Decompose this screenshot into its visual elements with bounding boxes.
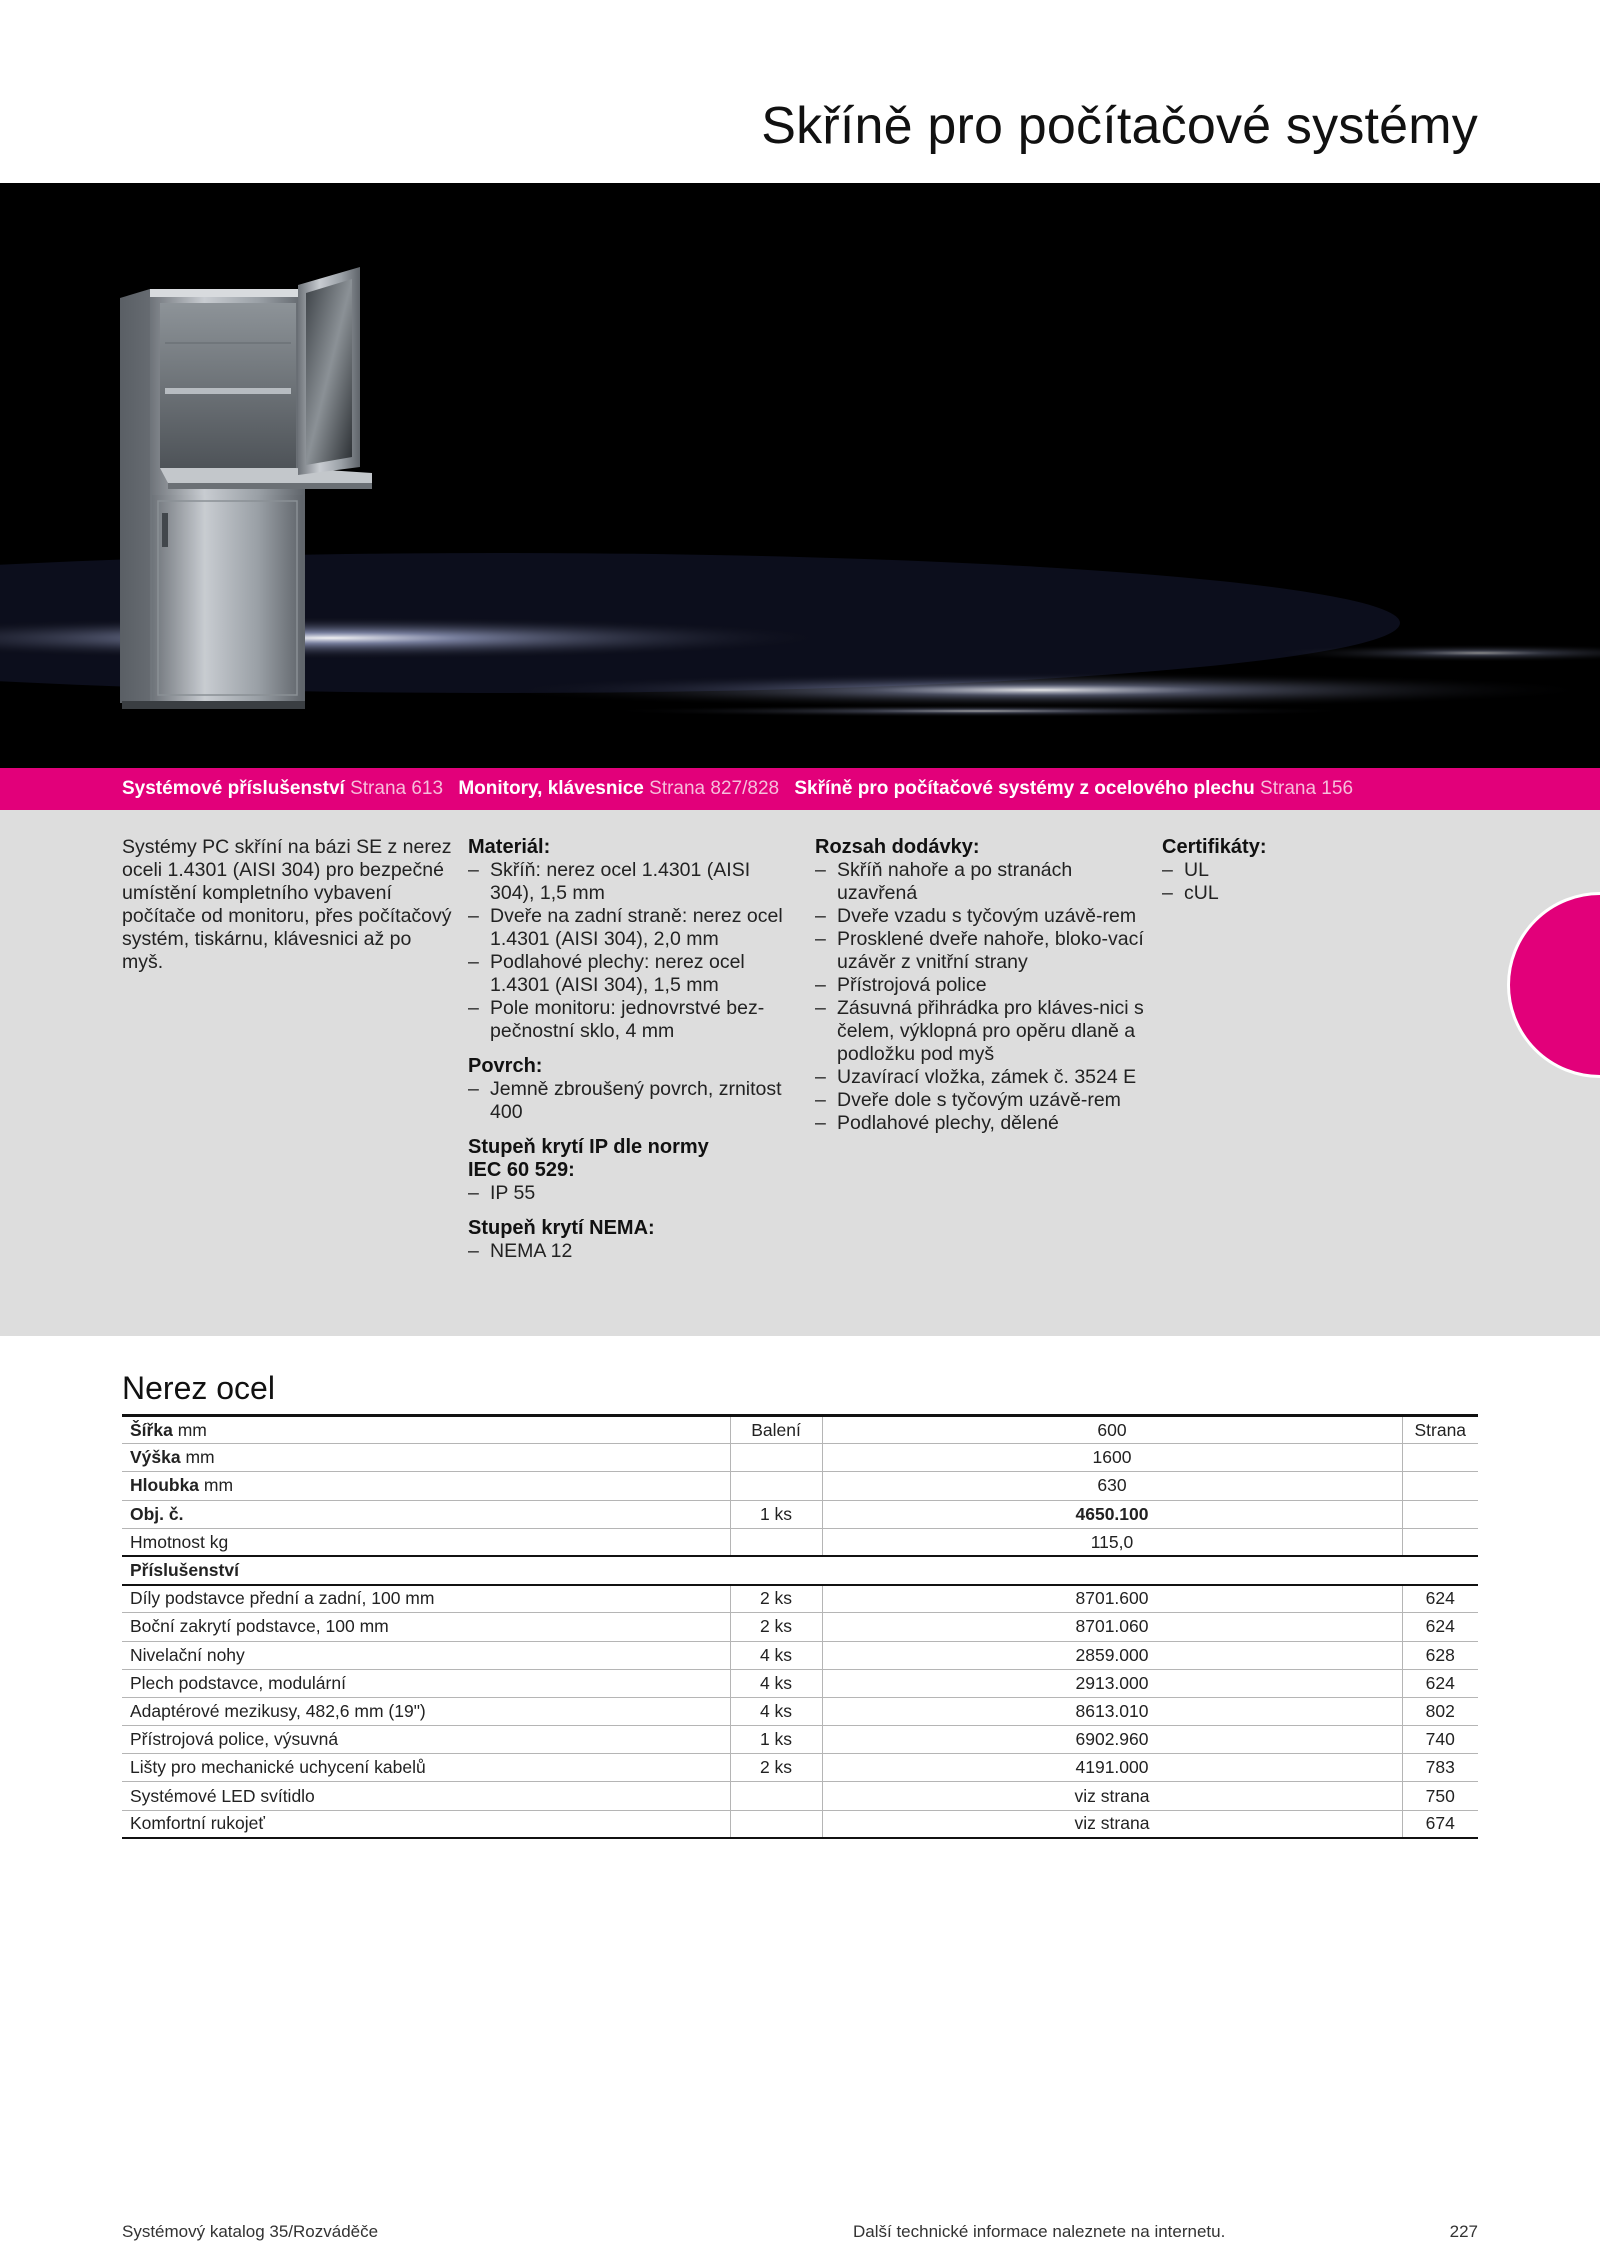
list-item: – Podlahové plechy, dělené bbox=[815, 1112, 1145, 1135]
weight-value: 115,0 bbox=[822, 1528, 1402, 1556]
accessory-page-ref: Strana 827/828 bbox=[649, 778, 780, 799]
accessory-name: Lišty pro mechanické uchycení kabelů bbox=[122, 1754, 730, 1782]
list-item: – Dveře vzadu s tyčovým uzávě-rem bbox=[815, 905, 1145, 928]
list-item: – Prosklené dveře nahoře, bloko-vací uzávěr z vnitřní strany bbox=[815, 928, 1145, 974]
page-cell bbox=[1402, 1500, 1478, 1528]
table-row bbox=[122, 1416, 1478, 1444]
delivery-list bbox=[815, 859, 1145, 1135]
accessory-page: 624 bbox=[1402, 1613, 1478, 1641]
table-row bbox=[122, 1782, 1478, 1810]
nema-list bbox=[468, 1240, 798, 1263]
list-item: – Pole monitoru: jednovrstvé bez-pečnostní sklo, 4 mm bbox=[468, 997, 798, 1043]
accessory-page: 628 bbox=[1402, 1641, 1478, 1669]
table-row bbox=[122, 1444, 1478, 1472]
table-row bbox=[122, 1472, 1478, 1500]
intro-column bbox=[122, 836, 452, 974]
table-row bbox=[122, 1754, 1478, 1782]
table-row bbox=[122, 1810, 1478, 1838]
footer-catalog-name: Systémový katalog 35/Rozváděče bbox=[122, 2222, 379, 2241]
list-item: – Uzavírací vložka, zámek č. 3524 E bbox=[815, 1066, 1145, 1089]
list-item: – UL bbox=[1162, 859, 1362, 882]
packaging-cell bbox=[730, 1472, 822, 1500]
accessory-part: 2913.000 bbox=[822, 1669, 1402, 1697]
accessory-page: 750 bbox=[1402, 1782, 1478, 1810]
certificates-list bbox=[1162, 859, 1362, 905]
accessory-page: 674 bbox=[1402, 1810, 1478, 1838]
accessory-pkg bbox=[730, 1810, 822, 1838]
table-row bbox=[122, 1500, 1478, 1528]
packaging-cell bbox=[730, 1444, 822, 1472]
accessory-page: 624 bbox=[1402, 1585, 1478, 1613]
accessory-part: 8613.010 bbox=[822, 1697, 1402, 1725]
accessory-link[interactable]: Skříně pro počítačové systémy z ocelového plechu bbox=[794, 778, 1255, 799]
accessory-page: 740 bbox=[1402, 1726, 1478, 1754]
product-table bbox=[122, 1414, 1478, 1839]
accessory-pkg bbox=[730, 1782, 822, 1810]
list-item: – Jemně zbroušený povrch, zrnitost 400 bbox=[468, 1078, 798, 1124]
delivery-heading: Rozsah dodávky: bbox=[815, 836, 980, 858]
accessory-part: viz strana bbox=[822, 1810, 1402, 1838]
accessory-name: Plech podstavce, modulární bbox=[122, 1669, 730, 1697]
table-row bbox=[122, 1697, 1478, 1725]
row-label: Šířka mm bbox=[122, 1416, 730, 1444]
surface-list bbox=[468, 1078, 798, 1124]
list-item: – NEMA 12 bbox=[468, 1240, 798, 1263]
list-item: – Zásuvná přihrádka pro kláves-nici s čelem, výklopná pro opěru dlaně a podložku pod myš bbox=[815, 997, 1145, 1066]
accessory-name: Přístrojová police, výsuvná bbox=[122, 1726, 730, 1754]
packaging-cell bbox=[730, 1528, 822, 1556]
accessory-part: 6902.960 bbox=[822, 1726, 1402, 1754]
material-heading: Materiál: bbox=[468, 836, 551, 858]
accessory-part: 4191.000 bbox=[822, 1754, 1402, 1782]
accessory-name: Nivelační nohy bbox=[122, 1641, 730, 1669]
accessory-link[interactable]: Monitory, klávesnice bbox=[458, 778, 644, 799]
page-header: Strana bbox=[1402, 1416, 1478, 1444]
accessory-pkg: 4 ks bbox=[730, 1669, 822, 1697]
row-label: Výška mm bbox=[122, 1444, 730, 1472]
accessory-name: Systémové LED svítidlo bbox=[122, 1782, 730, 1810]
page-cell bbox=[1402, 1444, 1478, 1472]
accessory-pkg: 2 ks bbox=[730, 1585, 822, 1613]
accessory-name: Adaptérové mezikusy, 482,6 mm (19") bbox=[122, 1697, 730, 1725]
accessory-reference-bar bbox=[0, 768, 1600, 810]
list-item: – Podlahové plechy: nerez ocel 1.4301 (AISI 304), 1,5 mm bbox=[468, 951, 798, 997]
packaging-cell: 1 ks bbox=[730, 1500, 822, 1528]
table-row bbox=[122, 1613, 1478, 1641]
height-value: 1600 bbox=[822, 1444, 1402, 1472]
accessories-heading-row bbox=[122, 1556, 1478, 1584]
packaging-header: Balení bbox=[730, 1416, 822, 1444]
accessory-part: viz strana bbox=[822, 1782, 1402, 1810]
accessory-pkg: 2 ks bbox=[730, 1754, 822, 1782]
footer-info-note: Další technické informace naleznete na internetu. bbox=[853, 2222, 1226, 2241]
row-label: Obj. č. bbox=[122, 1500, 730, 1528]
certificates-column bbox=[1162, 836, 1362, 905]
nema-heading: Stupeň krytí NEMA: bbox=[468, 1217, 655, 1239]
accessory-page: 624 bbox=[1402, 1669, 1478, 1697]
accessory-page: 802 bbox=[1402, 1697, 1478, 1725]
accessory-page-ref: Strana 156 bbox=[1260, 778, 1354, 799]
accessory-pkg: 4 ks bbox=[730, 1641, 822, 1669]
ip-heading-line1: Stupeň krytí IP dle normy bbox=[468, 1136, 709, 1158]
intro-text: Systémy PC skříní na bázi SE z nerez oceli 1.4301 (AISI 304) pro bezpečné umístění kompletního vybavení počítače od monitoru, přes počítačový systém, tiskárnu, klávesnici až po myš. bbox=[122, 836, 452, 973]
delivery-column bbox=[815, 836, 1145, 1135]
surface-heading: Povrch: bbox=[468, 1055, 543, 1077]
accessory-name: Komfortní rukojeť bbox=[122, 1810, 730, 1838]
list-item: – Skříň: nerez ocel 1.4301 (AISI 304), 1,5 mm bbox=[468, 859, 798, 905]
accessory-name: Díly podstavce přední a zadní, 100 mm bbox=[122, 1585, 730, 1613]
accessory-pkg: 2 ks bbox=[730, 1613, 822, 1641]
page-cell bbox=[1402, 1472, 1478, 1500]
table-row bbox=[122, 1528, 1478, 1556]
list-item: – Dveře na zadní straně: nerez ocel 1.4301 (AISI 304), 2,0 mm bbox=[468, 905, 798, 951]
page-title: Skříně pro počítačové systémy bbox=[761, 97, 1478, 155]
row-label: Hmotnost kg bbox=[122, 1528, 730, 1556]
accessory-pkg: 1 ks bbox=[730, 1726, 822, 1754]
accessory-page-ref: Strana 613 bbox=[350, 778, 444, 799]
table-row bbox=[122, 1669, 1478, 1697]
table-heading: Nerez ocel bbox=[122, 1370, 275, 1406]
table-row bbox=[122, 1641, 1478, 1669]
width-value: 600 bbox=[822, 1416, 1402, 1444]
accessory-name: Boční zakrytí podstavce, 100 mm bbox=[122, 1613, 730, 1641]
table-row bbox=[122, 1585, 1478, 1613]
specification-band bbox=[0, 810, 1600, 1336]
hero-image bbox=[0, 183, 1600, 768]
page-cell bbox=[1402, 1528, 1478, 1556]
list-item: – Dveře dole s tyčovým uzávě-rem bbox=[815, 1089, 1145, 1112]
material-list bbox=[468, 859, 798, 1043]
footer-page-number: 227 bbox=[1449, 2222, 1478, 2241]
accessories-heading: Příslušenství bbox=[122, 1556, 1478, 1584]
list-item: – cUL bbox=[1162, 882, 1362, 905]
list-item: – IP 55 bbox=[468, 1182, 798, 1205]
table-row bbox=[122, 1726, 1478, 1754]
ip-list bbox=[468, 1182, 798, 1205]
accessory-pkg: 4 ks bbox=[730, 1697, 822, 1725]
accessory-page: 783 bbox=[1402, 1754, 1478, 1782]
list-item: – Přístrojová police bbox=[815, 974, 1145, 997]
ip-heading-line2: IEC 60 529: bbox=[468, 1159, 575, 1181]
row-label: Hloubka mm bbox=[122, 1472, 730, 1500]
cabinet-product-image bbox=[0, 183, 1600, 768]
list-item: – Skříň nahoře a po stranách uzavřená bbox=[815, 859, 1145, 905]
accessory-part: 8701.600 bbox=[822, 1585, 1402, 1613]
ip-heading bbox=[468, 1136, 798, 1182]
model-number: 4650.100 bbox=[822, 1500, 1402, 1528]
accessory-part: 8701.060 bbox=[822, 1613, 1402, 1641]
accessory-link[interactable]: Systémové příslušenství bbox=[122, 778, 345, 799]
material-column bbox=[468, 836, 798, 1263]
depth-value: 630 bbox=[822, 1472, 1402, 1500]
certificates-heading: Certifikáty: bbox=[1162, 836, 1267, 858]
accessory-part: 2859.000 bbox=[822, 1641, 1402, 1669]
